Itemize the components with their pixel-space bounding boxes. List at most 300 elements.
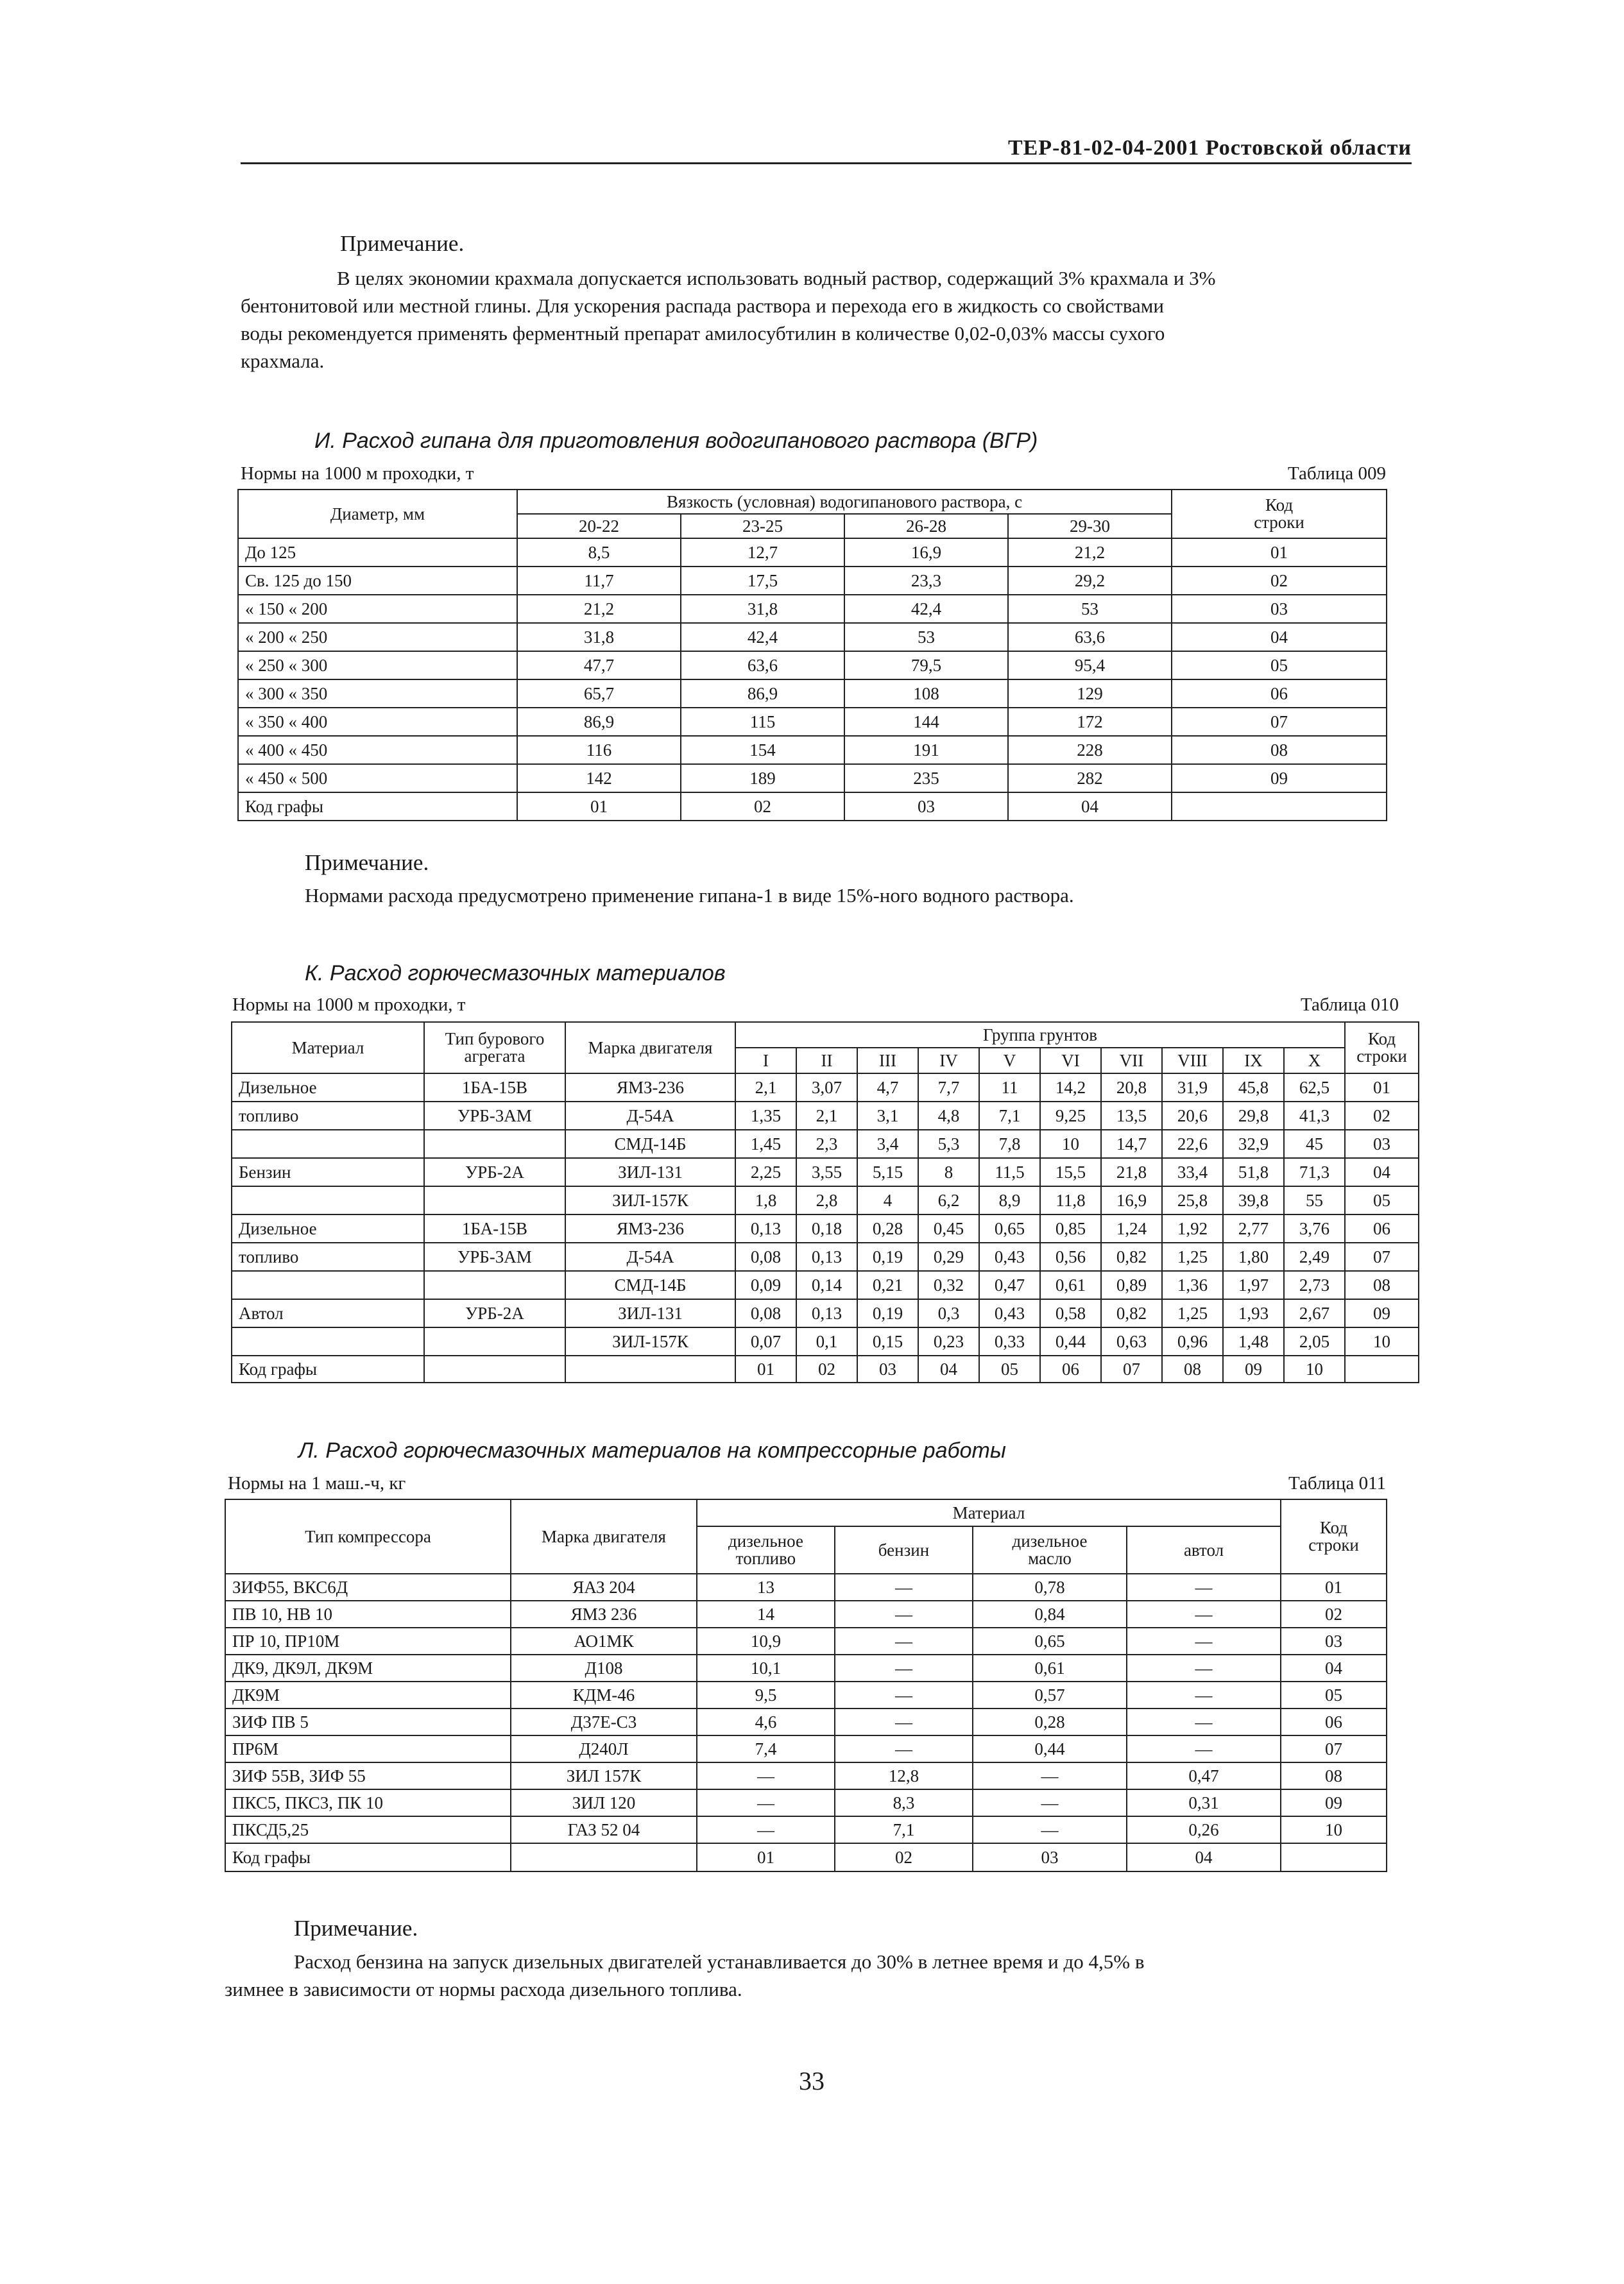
- footer-code: 02: [681, 792, 844, 821]
- value-cell: 1,80: [1223, 1243, 1284, 1271]
- header-group: VII: [1101, 1048, 1162, 1073]
- value-cell: 0,32: [918, 1271, 979, 1299]
- rig-cell: [424, 1327, 565, 1356]
- value-cell: 4,7: [857, 1073, 918, 1102]
- footer-code: 03: [844, 792, 1008, 821]
- header-diameter: Диаметр, мм: [238, 490, 517, 538]
- value-cell: 3,1: [857, 1102, 918, 1130]
- table-row: [232, 1102, 1419, 1130]
- value-cell: —: [835, 1682, 973, 1709]
- value-cell: 0,33: [979, 1327, 1040, 1356]
- value-cell: —: [973, 1816, 1127, 1843]
- value-cell: 1,36: [1162, 1271, 1223, 1299]
- value-cell: 31,9: [1162, 1073, 1223, 1102]
- value-cell: 0,31: [1127, 1789, 1281, 1816]
- table-row: [225, 1816, 1387, 1843]
- footer-empty: [1345, 1356, 1419, 1383]
- rig-cell: УРБ-3АМ: [424, 1102, 565, 1130]
- engine-cell: ЗИЛ-131: [565, 1158, 735, 1186]
- value-cell: 7,7: [918, 1073, 979, 1102]
- row-code: 02: [1281, 1601, 1387, 1628]
- value-cell: 0,28: [857, 1214, 918, 1243]
- table-row: [238, 567, 1387, 595]
- row-code: 02: [1172, 567, 1387, 595]
- rig-cell: [424, 1186, 565, 1214]
- note-title: Примечание.: [294, 1916, 418, 1941]
- row-code: 08: [1345, 1271, 1419, 1299]
- norms-label: Нормы на 1 маш.-ч, кг: [228, 1473, 406, 1494]
- value-cell: 8: [918, 1158, 979, 1186]
- row-code: 05: [1172, 651, 1387, 679]
- value-cell: 11,5: [979, 1158, 1040, 1186]
- table-row: [232, 1299, 1419, 1327]
- note-line: В целях экономии крахмала допускается использовать водный раствор, содержащий 3% крахмала и 3%: [337, 267, 1216, 289]
- header-group: X: [1284, 1048, 1345, 1073]
- engine-cell: ЯМЗ-236: [565, 1073, 735, 1102]
- footer-code: 03: [857, 1356, 918, 1383]
- footer-code: 01: [735, 1356, 796, 1383]
- value-cell: 31,8: [681, 595, 844, 623]
- value-cell: 47,7: [517, 651, 681, 679]
- value-cell: 0,63: [1101, 1327, 1162, 1356]
- row-code: 03: [1172, 595, 1387, 623]
- value-cell: 0,29: [918, 1243, 979, 1271]
- value-cell: 2,1: [735, 1073, 796, 1102]
- value-cell: 16,9: [1101, 1186, 1162, 1214]
- value-cell: 282: [1008, 764, 1172, 792]
- footer-code: 01: [517, 792, 681, 821]
- compressor-cell: ПКС5, ПКС3, ПК 10: [225, 1789, 511, 1816]
- engine-cell: ЯМЗ-236: [565, 1214, 735, 1243]
- value-cell: 71,3: [1284, 1158, 1345, 1186]
- value-cell: 0,96: [1162, 1327, 1223, 1356]
- header-code: [1172, 490, 1387, 538]
- footer-code: 02: [796, 1356, 857, 1383]
- table-row: [225, 1655, 1387, 1682]
- value-cell: 45: [1284, 1130, 1345, 1158]
- value-cell: 3,4: [857, 1130, 918, 1158]
- note-text: Нормами расхода предусмотрено применение гипана-1 в виде 15%-ного водного раствора.: [305, 884, 1074, 907]
- engine-cell: ЯАЗ 204: [511, 1574, 697, 1601]
- table-row: [238, 764, 1387, 792]
- rig-cell: [424, 1271, 565, 1299]
- value-cell: 144: [844, 708, 1008, 736]
- value-cell: 0,44: [973, 1735, 1127, 1762]
- value-cell: 15,5: [1040, 1158, 1101, 1186]
- value-cell: 1,92: [1162, 1214, 1223, 1243]
- row-code: 06: [1172, 679, 1387, 708]
- row-label: « 300 « 350: [238, 679, 517, 708]
- row-code: 01: [1281, 1574, 1387, 1601]
- value-cell: —: [835, 1601, 973, 1628]
- value-cell: 22,6: [1162, 1130, 1223, 1158]
- value-cell: 86,9: [517, 708, 681, 736]
- header-group: IV: [918, 1048, 979, 1073]
- row-code: 02: [1345, 1102, 1419, 1130]
- header-group: III: [857, 1048, 918, 1073]
- value-cell: 0,84: [973, 1601, 1127, 1628]
- engine-cell: Д-54А: [565, 1243, 735, 1271]
- value-cell: 65,7: [517, 679, 681, 708]
- header-material: Материал: [232, 1022, 424, 1073]
- value-cell: 2,77: [1223, 1214, 1284, 1243]
- value-cell: 8,5: [517, 538, 681, 567]
- footer-label: Код графы: [232, 1356, 424, 1383]
- norms-label: Нормы на 1000 м проходки, т: [241, 463, 474, 484]
- engine-cell: КДМ-46: [511, 1682, 697, 1709]
- header-diesel-fuel: [697, 1526, 835, 1574]
- row-code: 01: [1172, 538, 1387, 567]
- value-cell: 4,8: [918, 1102, 979, 1130]
- footer-code: 03: [973, 1843, 1127, 1871]
- table-row: [232, 1327, 1419, 1356]
- value-cell: 10,9: [697, 1628, 835, 1655]
- header-group: VIII: [1162, 1048, 1223, 1073]
- footer-empty: [424, 1356, 565, 1383]
- value-cell: —: [835, 1574, 973, 1601]
- value-cell: 0,61: [1040, 1271, 1101, 1299]
- footer-label: Код графы: [238, 792, 517, 821]
- material-cell: [232, 1186, 424, 1214]
- value-cell: —: [835, 1655, 973, 1682]
- table-row: [225, 1762, 1387, 1789]
- note-line: крахмала.: [241, 350, 325, 372]
- row-code: 10: [1281, 1816, 1387, 1843]
- value-cell: 5,15: [857, 1158, 918, 1186]
- rig-cell: УРБ-2А: [424, 1299, 565, 1327]
- value-cell: 14: [697, 1601, 835, 1628]
- header-engine: Марка двигателя: [511, 1499, 697, 1574]
- table-number: Таблица 011: [1288, 1473, 1386, 1494]
- compressor-cell: ПР6М: [225, 1735, 511, 1762]
- row-code: 07: [1281, 1735, 1387, 1762]
- page-number: 33: [799, 2067, 825, 2095]
- value-cell: 86,9: [681, 679, 844, 708]
- row-code: 03: [1345, 1130, 1419, 1158]
- value-cell: 10: [1040, 1130, 1101, 1158]
- table-row: [238, 736, 1387, 764]
- engine-cell: СМД-14Б: [565, 1130, 735, 1158]
- value-cell: 1,93: [1223, 1299, 1284, 1327]
- value-cell: 2,3: [796, 1130, 857, 1158]
- compressor-cell: ПВ 10, НВ 10: [225, 1601, 511, 1628]
- table-row: [225, 1682, 1387, 1709]
- table-row: [225, 1601, 1387, 1628]
- table-row: [232, 1186, 1419, 1214]
- value-cell: 0,82: [1101, 1243, 1162, 1271]
- engine-cell: ЗИЛ-157К: [565, 1186, 735, 1214]
- table-row: [238, 623, 1387, 651]
- value-cell: 6,2: [918, 1186, 979, 1214]
- value-cell: 108: [844, 679, 1008, 708]
- row-code: 07: [1345, 1243, 1419, 1271]
- header-line: дизельное: [1012, 1531, 1088, 1551]
- table-row: [232, 1073, 1419, 1102]
- header-diesel-oil: [973, 1526, 1127, 1574]
- row-code: 04: [1172, 623, 1387, 651]
- table-row: [232, 1158, 1419, 1186]
- value-cell: 116: [517, 736, 681, 764]
- norms-label: Нормы на 1000 м проходки, т: [232, 994, 466, 1015]
- value-cell: 29,2: [1008, 567, 1172, 595]
- compressor-cell: ДК9М: [225, 1682, 511, 1709]
- value-cell: 0,13: [796, 1299, 857, 1327]
- note-line: Расход бензина на запуск дизельных двигателей устанавливается до 30% в летнее время и до 4,5% в: [294, 1950, 1145, 1973]
- engine-cell: СМД-14Б: [565, 1271, 735, 1299]
- table-row: [238, 708, 1387, 736]
- value-cell: 17,5: [681, 567, 844, 595]
- footer-code: 04: [918, 1356, 979, 1383]
- value-cell: 63,6: [1008, 623, 1172, 651]
- row-code: 05: [1281, 1682, 1387, 1709]
- row-code: 06: [1345, 1214, 1419, 1243]
- value-cell: 4: [857, 1186, 918, 1214]
- row-label: « 350 « 400: [238, 708, 517, 736]
- value-cell: 0,57: [973, 1682, 1127, 1709]
- footer-code: 07: [1101, 1356, 1162, 1383]
- row-label: « 250 « 300: [238, 651, 517, 679]
- compressor-cell: ДК9, ДК9Л, ДК9М: [225, 1655, 511, 1682]
- note-line: воды рекомендуется применять ферментный препарат амилосубтилин в количестве 0,02-0,03% массы сухого: [241, 322, 1165, 345]
- table-row: [225, 1709, 1387, 1735]
- table-number: Таблица 010: [1300, 994, 1399, 1015]
- value-cell: 0,09: [735, 1271, 796, 1299]
- row-code: 09: [1345, 1299, 1419, 1327]
- value-cell: 189: [681, 764, 844, 792]
- value-cell: 7,8: [979, 1130, 1040, 1158]
- value-cell: 2,25: [735, 1158, 796, 1186]
- value-cell: 0,47: [979, 1271, 1040, 1299]
- row-code: 07: [1172, 708, 1387, 736]
- table-row: [238, 679, 1387, 708]
- header-code-line: строки: [1308, 1535, 1359, 1555]
- value-cell: —: [1127, 1682, 1281, 1709]
- value-cell: 129: [1008, 679, 1172, 708]
- row-label: « 400 « 450: [238, 736, 517, 764]
- header-col: 26-28: [844, 514, 1008, 538]
- header-code-line: строки: [1254, 513, 1304, 532]
- table-row: [232, 1243, 1419, 1271]
- material-cell: топливо: [232, 1243, 424, 1271]
- value-cell: 0,28: [973, 1709, 1127, 1735]
- value-cell: 1,25: [1162, 1243, 1223, 1271]
- value-cell: 53: [1008, 595, 1172, 623]
- header-group: I: [735, 1048, 796, 1073]
- compressor-cell: ЗИФ55, ВКС6Д: [225, 1574, 511, 1601]
- value-cell: 31,8: [517, 623, 681, 651]
- section-title: К. Расход горючесмазочных материалов: [305, 961, 726, 985]
- value-cell: 0,43: [979, 1299, 1040, 1327]
- value-cell: 0,23: [918, 1327, 979, 1356]
- value-cell: 1,8: [735, 1186, 796, 1214]
- header-soil-group: Группа грунтов: [735, 1022, 1345, 1048]
- header-group: II: [796, 1048, 857, 1073]
- value-cell: 12,7: [681, 538, 844, 567]
- value-cell: 7,1: [979, 1102, 1040, 1130]
- value-cell: 25,8: [1162, 1186, 1223, 1214]
- value-cell: 20,6: [1162, 1102, 1223, 1130]
- value-cell: 1,35: [735, 1102, 796, 1130]
- row-label: « 200 « 250: [238, 623, 517, 651]
- value-cell: 0,43: [979, 1243, 1040, 1271]
- note-paragraph: [241, 264, 1415, 375]
- material-cell: [232, 1130, 424, 1158]
- footer-code: 09: [1223, 1356, 1284, 1383]
- header-col: 23-25: [681, 514, 844, 538]
- table-row: [225, 1574, 1387, 1601]
- header-engine: Марка двигателя: [565, 1022, 735, 1073]
- table-row: [238, 538, 1387, 567]
- value-cell: 0,56: [1040, 1243, 1101, 1271]
- row-label: « 450 « 500: [238, 764, 517, 792]
- value-cell: 228: [1008, 736, 1172, 764]
- value-cell: 53: [844, 623, 1008, 651]
- value-cell: 13,5: [1101, 1102, 1162, 1130]
- header-compressor: Тип компрессора: [225, 1499, 511, 1574]
- engine-cell: ЗИЛ 120: [511, 1789, 697, 1816]
- value-cell: 1,48: [1223, 1327, 1284, 1356]
- header-autol: автол: [1127, 1526, 1281, 1574]
- header-viscosity: Вязкость (условная) водогипанового раствора, с: [517, 490, 1172, 514]
- value-cell: 8,3: [835, 1789, 973, 1816]
- material-cell: топливо: [232, 1102, 424, 1130]
- row-code: 08: [1172, 736, 1387, 764]
- value-cell: 1,24: [1101, 1214, 1162, 1243]
- row-label: « 150 « 200: [238, 595, 517, 623]
- value-cell: 42,4: [681, 623, 844, 651]
- header-group: V: [979, 1048, 1040, 1073]
- value-cell: 5,3: [918, 1130, 979, 1158]
- value-cell: 0,65: [979, 1214, 1040, 1243]
- value-cell: 0,82: [1101, 1299, 1162, 1327]
- header-rig-line: агрегата: [464, 1046, 526, 1066]
- value-cell: —: [697, 1789, 835, 1816]
- footer-code: 04: [1008, 792, 1172, 821]
- compressor-cell: ПР 10, ПР10М: [225, 1628, 511, 1655]
- footer-code: 08: [1162, 1356, 1223, 1383]
- value-cell: 11,8: [1040, 1186, 1101, 1214]
- value-cell: 172: [1008, 708, 1172, 736]
- rig-cell: УРБ-3АМ: [424, 1243, 565, 1271]
- header-line: масло: [1028, 1549, 1072, 1568]
- value-cell: 9,25: [1040, 1102, 1101, 1130]
- header-group: VI: [1040, 1048, 1101, 1073]
- note-title: Примечание.: [340, 231, 465, 256]
- row-code: 08: [1281, 1762, 1387, 1789]
- table-009: [237, 489, 1387, 821]
- engine-cell: Д240Л: [511, 1735, 697, 1762]
- value-cell: 33,4: [1162, 1158, 1223, 1186]
- footer-empty: [565, 1356, 735, 1383]
- value-cell: —: [973, 1789, 1127, 1816]
- table-010: [231, 1021, 1419, 1383]
- header-col: 29-30: [1008, 514, 1172, 538]
- table-011: [225, 1499, 1387, 1872]
- value-cell: 21,8: [1101, 1158, 1162, 1186]
- value-cell: —: [1127, 1601, 1281, 1628]
- value-cell: 2,73: [1284, 1271, 1345, 1299]
- footer-code: 02: [835, 1843, 973, 1871]
- header-code: [1345, 1022, 1419, 1073]
- header-group: IX: [1223, 1048, 1284, 1073]
- value-cell: —: [835, 1709, 973, 1735]
- value-cell: 55: [1284, 1186, 1345, 1214]
- footer-code: 10: [1284, 1356, 1345, 1383]
- value-cell: 3,55: [796, 1158, 857, 1186]
- value-cell: 12,8: [835, 1762, 973, 1789]
- engine-cell: АО1МК: [511, 1628, 697, 1655]
- value-cell: 16,9: [844, 538, 1008, 567]
- footer-empty: [1281, 1843, 1387, 1871]
- value-cell: 14,7: [1101, 1130, 1162, 1158]
- engine-cell: ЗИЛ-131: [565, 1299, 735, 1327]
- value-cell: —: [973, 1762, 1127, 1789]
- engine-cell: ГАЗ 52 04: [511, 1816, 697, 1843]
- material-cell: [232, 1271, 424, 1299]
- value-cell: 0,45: [918, 1214, 979, 1243]
- value-cell: —: [1127, 1574, 1281, 1601]
- footer-code: 05: [979, 1356, 1040, 1383]
- value-cell: 0,14: [796, 1271, 857, 1299]
- value-cell: 154: [681, 736, 844, 764]
- rig-cell: [424, 1130, 565, 1158]
- value-cell: 0,19: [857, 1243, 918, 1271]
- material-cell: Автол: [232, 1299, 424, 1327]
- value-cell: 20,8: [1101, 1073, 1162, 1102]
- row-code: 04: [1281, 1655, 1387, 1682]
- value-cell: 7,4: [697, 1735, 835, 1762]
- row-code: 06: [1281, 1709, 1387, 1735]
- note-title: Примечание.: [305, 850, 429, 875]
- value-cell: 0,13: [735, 1214, 796, 1243]
- value-cell: —: [835, 1735, 973, 1762]
- value-cell: 10,1: [697, 1655, 835, 1682]
- value-cell: 0,47: [1127, 1762, 1281, 1789]
- footer-label: Код графы: [225, 1843, 511, 1871]
- value-cell: 1,97: [1223, 1271, 1284, 1299]
- footer-code: 06: [1040, 1356, 1101, 1383]
- value-cell: 23,3: [844, 567, 1008, 595]
- value-cell: 45,8: [1223, 1073, 1284, 1102]
- material-cell: Дизельное: [232, 1214, 424, 1243]
- header-rule: [241, 162, 1412, 164]
- value-cell: 41,3: [1284, 1102, 1345, 1130]
- table-row: [225, 1789, 1387, 1816]
- value-cell: 0,19: [857, 1299, 918, 1327]
- row-code: 03: [1281, 1628, 1387, 1655]
- value-cell: 1,45: [735, 1130, 796, 1158]
- value-cell: 0,18: [796, 1214, 857, 1243]
- value-cell: 63,6: [681, 651, 844, 679]
- value-cell: 0,07: [735, 1327, 796, 1356]
- row-label: До 125: [238, 538, 517, 567]
- compressor-cell: ЗИФ ПВ 5: [225, 1709, 511, 1735]
- footer-code: 04: [1127, 1843, 1281, 1871]
- running-header: ТЕР-81-02-04-2001 Ростовской области: [1007, 136, 1412, 160]
- engine-cell: ЗИЛ-157К: [565, 1327, 735, 1356]
- compressor-cell: ПКСД5,25: [225, 1816, 511, 1843]
- header-line: топливо: [735, 1549, 796, 1568]
- row-code: 09: [1172, 764, 1387, 792]
- value-cell: 4,6: [697, 1709, 835, 1735]
- table-row: [232, 1214, 1419, 1243]
- header-material: Материал: [697, 1499, 1281, 1526]
- row-code: 04: [1345, 1158, 1419, 1186]
- section-title: И. Расход гипана для приготовления водогипанового раствора (ВГР): [314, 429, 1038, 453]
- engine-cell: Д-54А: [565, 1102, 735, 1130]
- value-cell: 21,2: [517, 595, 681, 623]
- engine-cell: Д108: [511, 1655, 697, 1682]
